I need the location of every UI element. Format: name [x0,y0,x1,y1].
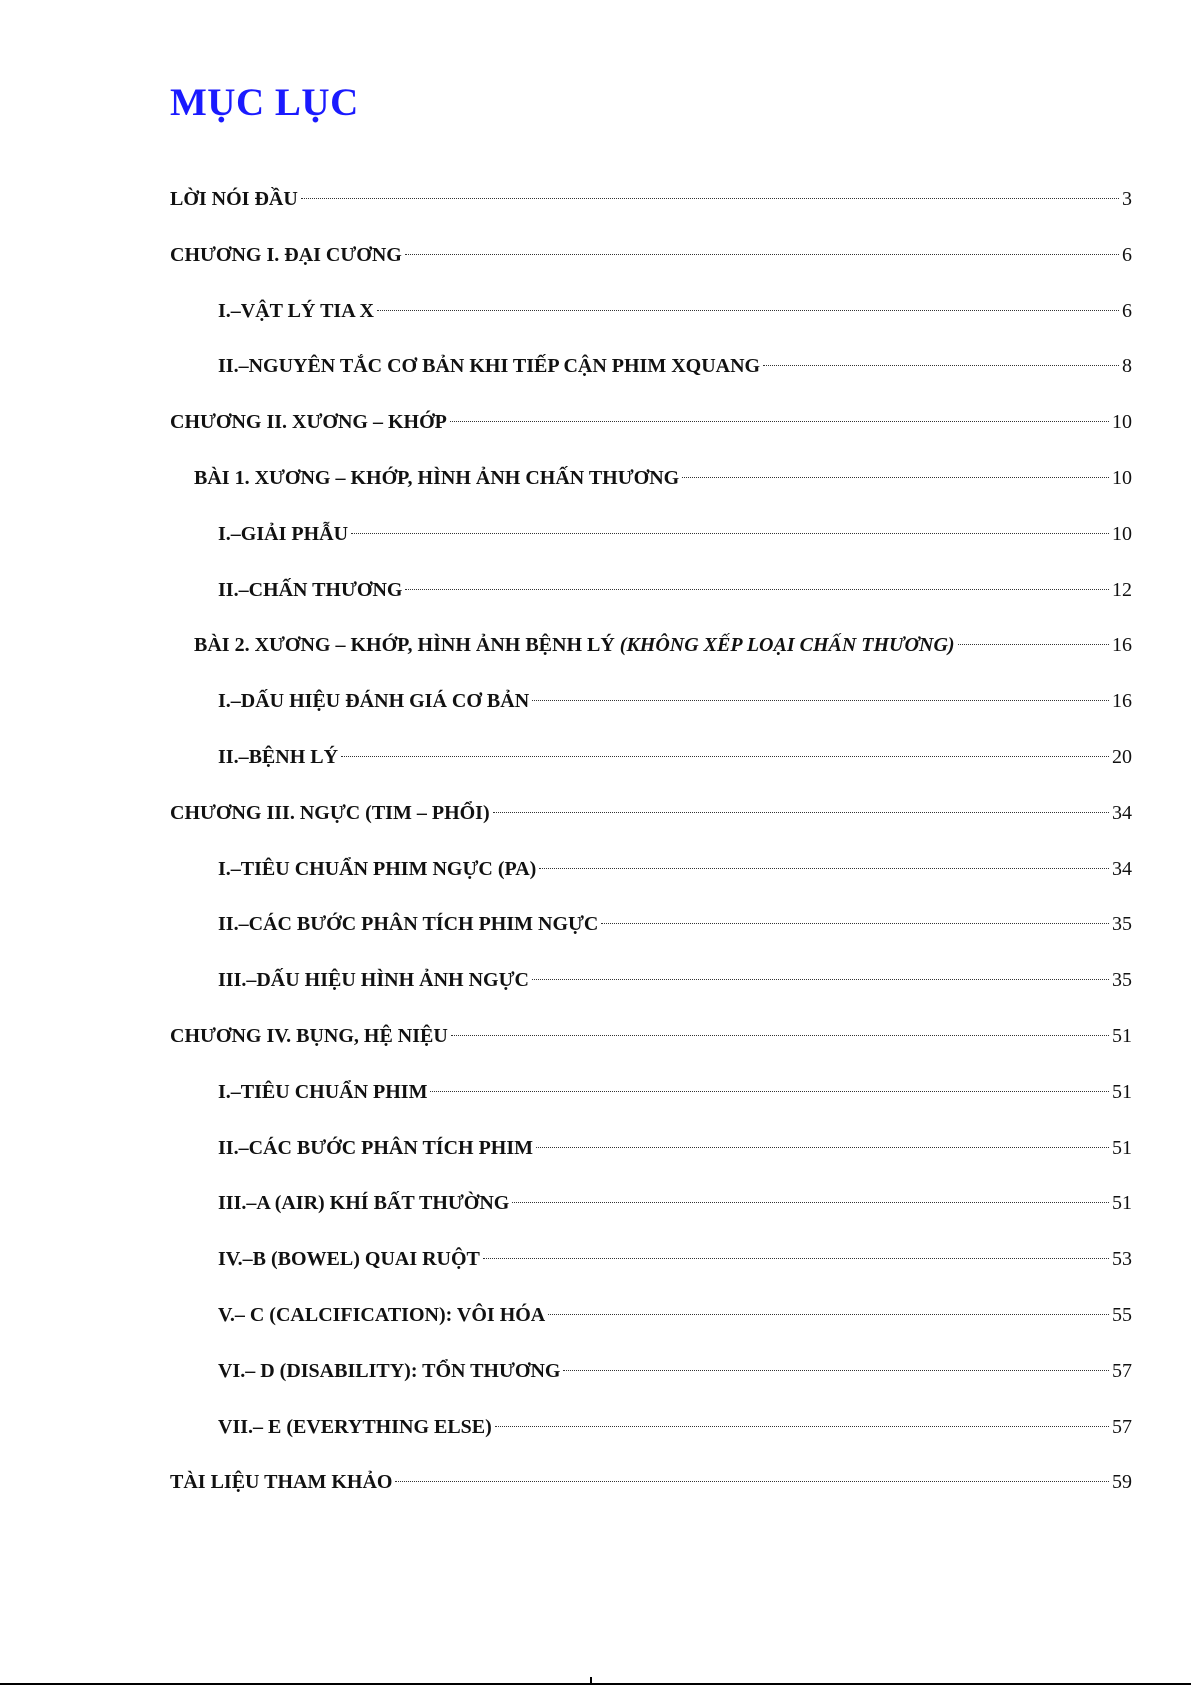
toc-entry-title[interactable] [218,507,348,563]
dot-leader [301,198,1119,199]
toc-page-number: 20 [1112,745,1132,768]
toc-entry[interactable] [170,674,1132,730]
dot-leader [493,812,1109,813]
toc-entry-title[interactable] [218,1344,560,1400]
dot-leader [430,1091,1109,1092]
toc-page-number: 12 [1112,578,1132,601]
dot-leader [495,1426,1109,1427]
toc-entry-title-text: CHƯƠNG IV. BỤNG, HỆ NIỆU [170,1024,448,1047]
toc-entry-title-text: CHƯƠNG III. NGỰC (TIM – PHỔI) [170,801,490,824]
toc-entry-title-text: II.–BỆNH LÝ [218,745,339,768]
dot-leader [532,700,1109,701]
toc-page-number: 34 [1112,801,1132,824]
toc-entry-title[interactable] [170,786,490,842]
toc-page-number: 57 [1112,1359,1132,1382]
toc-entry-title-text: LỜI NÓI ĐẦU [170,188,298,210]
toc-entry[interactable] [170,1009,1132,1065]
dot-leader [532,979,1109,980]
dot-leader [563,1370,1109,1371]
toc-entry-title-text: CHƯƠNG II. XƯƠNG – KHỚP [170,411,447,434]
toc-entry[interactable] [170,953,1132,1009]
dot-leader [451,1035,1109,1036]
toc-entry-title[interactable] [194,451,679,507]
toc-entry-title-text: I.–TIÊU CHUẨN PHIM NGỰC (PA) [218,857,537,880]
toc-entry[interactable] [170,451,1132,507]
dot-leader [512,1202,1109,1203]
toc-entry-title-text: I.–VẬT LÝ TIA X [218,299,374,322]
dot-leader [341,756,1109,757]
toc-entry-title[interactable] [218,1176,509,1232]
toc-page-number: 51 [1112,1080,1132,1103]
toc-entry[interactable] [170,842,1132,898]
toc-entry-title-text: CHƯƠNG I. ĐẠI CƯƠNG [170,243,402,266]
toc-page-number: 10 [1112,411,1132,434]
toc-entry-title[interactable] [218,674,529,730]
dot-leader [450,421,1109,422]
toc-entry-title-text: V.– C (CALCIFICATION): VÔI HÓA [218,1303,546,1326]
toc-entry[interactable] [170,1232,1132,1288]
toc-entry-title[interactable] [170,1009,448,1065]
dot-leader [483,1258,1109,1259]
toc-entry[interactable] [170,228,1132,284]
toc-entry-title[interactable] [218,339,760,395]
toc-entry-title-text: II.–NGUYÊN TẮC CƠ BẢN KHI TIẾP CẬN PHIM XQUANG [218,355,761,378]
toc-page-number: 16 [1112,634,1132,657]
toc-entry-title[interactable] [170,228,402,284]
toc-entry-title[interactable] [194,618,955,674]
toc-entry[interactable] [170,339,1132,395]
toc-entry-title-text: VII.– E (EVERYTHING ELSE) [218,1415,492,1438]
dot-leader [539,868,1109,869]
toc-page-number: 53 [1112,1248,1132,1271]
toc-entry-title-text: VI.– D (DISABILITY): TỔN THƯƠNG [218,1359,561,1382]
toc-entry-title-text: BÀI 1. XƯƠNG – KHỚP, HÌNH ẢNH CHẤN THƯƠNG [194,466,680,489]
dot-leader [405,254,1119,255]
toc-entry-title[interactable] [218,1400,492,1456]
toc-page-number: 57 [1112,1415,1132,1438]
toc-entry[interactable] [170,507,1132,563]
toc-entry-title-text: III.–DẤU HIỆU HÌNH ẢNH NGỰC [218,969,529,992]
dot-leader [395,1481,1109,1482]
toc-page-number: 34 [1112,857,1132,880]
toc-page-number: 8 [1122,355,1132,378]
toc-entry-title-text: III.–A (AIR) KHÍ BẤT THƯỜNG [218,1192,510,1215]
toc-page-number: 35 [1112,913,1132,936]
dot-leader [763,365,1119,366]
toc-page-number: 6 [1122,299,1132,322]
toc-entry[interactable] [170,1344,1132,1400]
toc-page-number: 10 [1112,466,1132,489]
toc-entry-title[interactable] [218,563,402,619]
dot-leader [548,1314,1109,1315]
toc-entry[interactable] [170,1455,1132,1511]
toc-entry-title-text: I.–GIẢI PHẪU [218,522,349,545]
toc-entry[interactable] [170,786,1132,842]
toc-entry[interactable] [170,897,1132,953]
toc-entry-title-text: II.–CHẤN THƯƠNG [218,578,403,601]
toc-entry-title[interactable] [170,395,447,451]
table-of-contents [170,172,1132,1511]
toc-entry-title[interactable] [218,953,529,1009]
toc-page-number: 6 [1122,243,1132,266]
toc-entry-title[interactable] [218,284,374,340]
toc-page-number: 55 [1112,1303,1132,1326]
toc-entry-title[interactable] [218,1288,545,1344]
page-title: MỤC LỤC [170,81,359,124]
dot-leader [958,644,1109,645]
toc-page-number: 51 [1112,1024,1132,1047]
toc-entry-title[interactable] [170,1455,392,1511]
toc-entry-title[interactable] [218,842,536,898]
toc-entry-title-italic: (KHÔNG XẾP LOẠI CHẤN THƯƠNG) [619,634,955,657]
toc-entry-title-text: TÀI LIỆU THAM KHẢO [170,1471,393,1494]
toc-entry-title[interactable] [218,730,338,786]
dot-leader [377,310,1119,311]
toc-entry[interactable] [170,730,1132,786]
toc-entry[interactable] [170,284,1132,340]
toc-entry-title-text: II.–CÁC BƯỚC PHÂN TÍCH PHIM NGỰC [218,913,599,936]
toc-entry-title-text: I.–TIÊU CHUẨN PHIM [218,1080,428,1103]
toc-entry[interactable] [170,1176,1132,1232]
toc-entry[interactable] [170,618,1132,674]
toc-page-number: 35 [1112,969,1132,992]
bottom-page-tick [590,1677,592,1683]
toc-entry-title[interactable] [218,1121,533,1177]
toc-page-number: 51 [1112,1136,1132,1159]
toc-entry-title[interactable] [218,1232,480,1288]
toc-entry-title-text: IV.–B (BOWEL) QUAI RUỘT [218,1248,480,1271]
toc-page-number: 16 [1112,690,1132,713]
toc-entry[interactable] [170,395,1132,451]
toc-page-number: 51 [1112,1192,1132,1215]
toc-entry-title-text: II.–CÁC BƯỚC PHÂN TÍCH PHIM [218,1136,534,1159]
toc-entry[interactable] [170,1121,1132,1177]
dot-leader [536,1147,1109,1148]
toc-entry-title[interactable] [170,172,298,228]
toc-entry[interactable] [170,1288,1132,1344]
toc-entry[interactable] [170,563,1132,619]
dot-leader [351,533,1109,534]
toc-entry[interactable] [170,1400,1132,1456]
toc-entry-title[interactable] [218,897,598,953]
dot-leader [682,477,1109,478]
toc-entry-title-text: I.–DẤU HIỆU ĐÁNH GIÁ CƠ BẢN [218,690,530,713]
toc-entry-title[interactable] [218,1065,427,1121]
toc-entry[interactable] [170,1065,1132,1121]
toc-page-number: 59 [1112,1471,1132,1494]
toc-entry-title-text: BÀI 2. XƯƠNG – KHỚP, HÌNH ẢNH BỆNH LÝ [194,634,620,657]
toc-entry[interactable] [170,172,1132,228]
toc-page-number: 10 [1112,522,1132,545]
toc-page-number: 3 [1122,188,1132,210]
dot-leader [405,589,1109,590]
dot-leader [601,923,1109,924]
